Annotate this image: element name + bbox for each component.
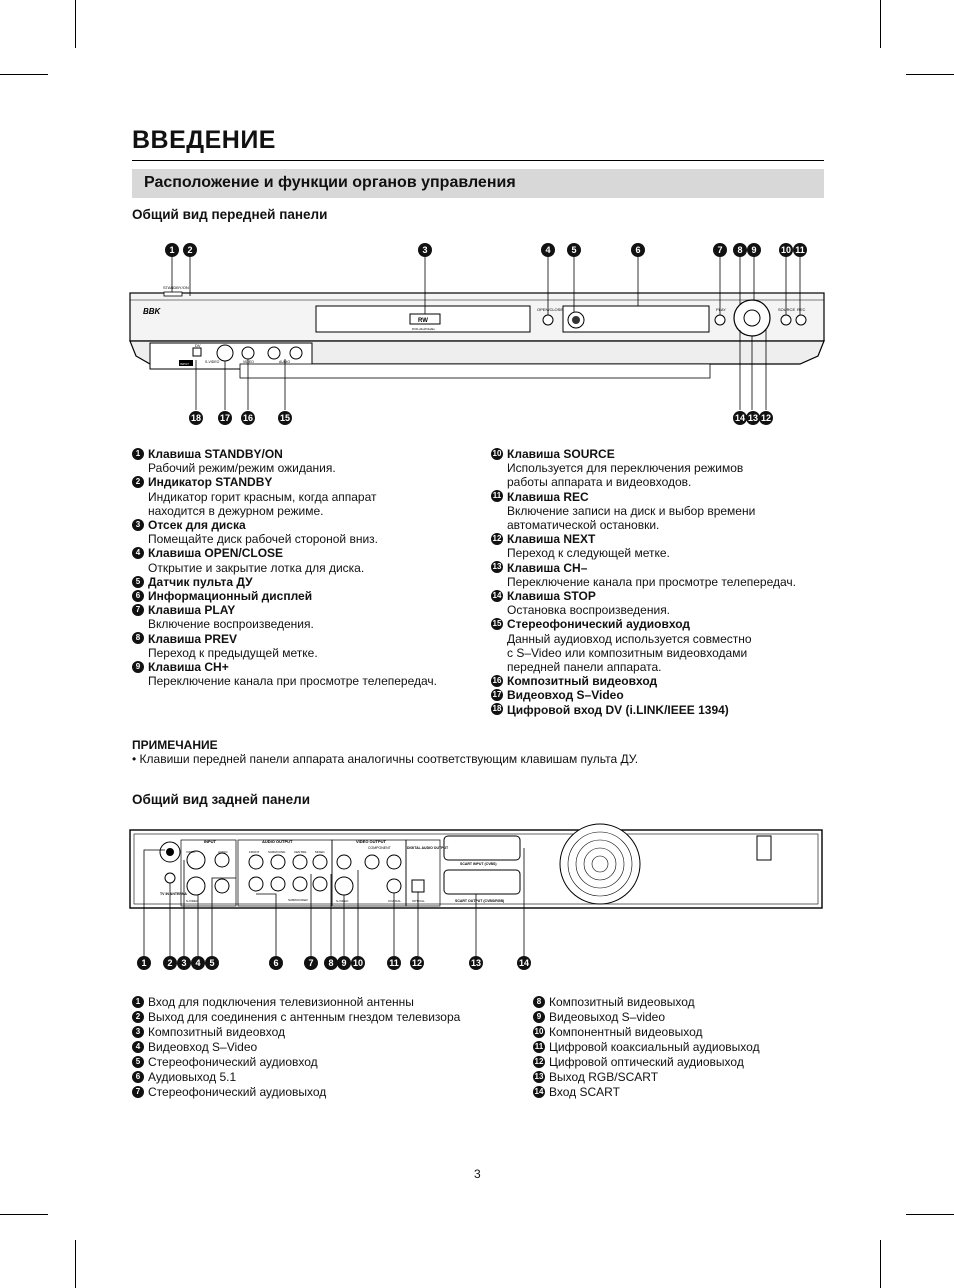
item-number: 14 [491,590,503,602]
item-title-text: Индикатор STANDBY [148,475,273,490]
item-title-text: Видеовход S–Video [507,688,624,703]
rear-callout-13: 13 [470,958,481,968]
page-title: ВВЕДЕНИЕ [132,126,276,154]
item-number: 17 [491,689,503,701]
item-title-text: Клавиша STANDBY/ON [148,447,283,461]
rear-callout-7: 7 [304,956,318,970]
rear-label-audio: AUDIO [218,850,228,854]
item-number: 14 [534,1087,544,1097]
item-number: 4 [132,1041,144,1053]
rear-callout-1: 1 [137,956,151,970]
rear-label-coaxial: COAXIAL [388,899,402,903]
item-number: 6 [132,590,144,602]
rear-label-subwoofer: SUBWOOFER [288,898,308,902]
front-item-desc: Помещайте диск рабочей стороной вниз. [148,532,378,547]
rear-label-centre: CENTRE [294,850,307,854]
rear-item-text: Композитный видеовход [148,1025,286,1039]
front-item-desc: с S–Video или композитным видеовходами [507,645,748,660]
front-item-desc: автоматической остановки. [507,518,660,533]
rear-item [533,1040,823,1055]
rear-callout-6: 6 [269,956,283,970]
rear-callout-8: 8 [324,956,338,970]
item-title-text: Композитный видеовход [507,674,658,689]
item-number: 15 [491,618,503,630]
note-title: ПРИМЕЧАНИЕ [132,738,218,752]
front-item-desc: Остановка воспроизведения. [507,603,671,618]
rear-label-audio-output: AUDIO OUTPUT [262,839,293,844]
front-item-desc: передней панели аппарата. [507,660,662,675]
item-number: 9 [132,661,144,673]
item-number: 1 [132,448,144,460]
callout-9: 9 [747,243,761,257]
rear-label-video-output: VIDEO OUTPUT [356,839,387,844]
item-title-text: Клавиша CH– [507,560,588,575]
item-number: 10 [491,448,503,460]
rear-callout-5: 5 [205,956,219,970]
callout-17: 17 [219,413,230,423]
device-label-svideo: S-VIDEO [205,360,220,364]
rear-label-input: INPUT [204,839,216,844]
device-label-audio: AUDIO [279,360,291,364]
rear-item-text: Компонентный видеовыход [549,1025,703,1039]
item-number: 7 [132,1086,144,1098]
item-number: 11 [534,1042,544,1052]
device-label-rw-sub: DVD+ReWritable [412,327,435,331]
item-number: 1 [132,996,144,1008]
rear-item [533,1055,823,1070]
rear-item [533,1085,823,1100]
front-item-desc: Используется для переключения режимов [507,461,744,476]
rear-item-text: Аудиовыход 5.1 [148,1070,237,1084]
item-number: 2 [132,1011,144,1023]
callout-8: 8 [733,243,747,257]
item-number: 3 [132,1026,144,1038]
rear-item [132,1040,522,1055]
item-number: 12 [491,533,503,545]
front-item-desc: находится в дежурном режиме. [148,503,324,518]
rear-label-svideo-out: S-VIDEO [336,899,349,903]
item-title-text: Клавиша REC [507,489,589,504]
rear-item-text: Выход для соединения с антенным гнездом телевизора [148,1010,461,1024]
item-title-text: Цифровой вход DV (i.LINK/IEEE 1394) [507,702,729,717]
rear-callout-14: 14 [518,958,529,968]
callout-12: 12 [760,413,771,423]
crop-mark [880,1240,881,1288]
front-item-desc: Рабочий режим/режим ожидания. [148,461,336,476]
device-label-source: SOURCE [778,307,796,312]
device-label-play: PLAY [716,307,726,312]
item-number: 12 [534,1057,544,1067]
item-title-text: Клавиша SOURCE [507,447,615,461]
rear-callout-3: 3 [177,956,191,970]
rear-item [132,1085,522,1100]
rear-label-component: COMPONENT [368,846,391,850]
callout-3: 3 [418,243,432,257]
rear-item-text: Видеовыход S–video [549,1010,666,1024]
device-label-standby: STANDBY/ON [163,285,189,290]
rear-items-left [132,995,522,1100]
item-number: 11 [491,490,503,502]
rear-callout-11: 11 [387,956,401,970]
rear-label-surround: SURROUND [268,850,286,854]
callout-5: 5 [567,243,581,257]
rear-callout-2: 2 [163,956,177,970]
rear-callout-9: 9 [337,956,351,970]
rear-label-scart-input: SCART INPUT (CVBS) [460,862,497,866]
rear-label-tv-antenna: TV IN ANTENNA [160,892,187,896]
item-number: 8 [132,632,144,644]
item-title-text: Информационный дисплей [148,589,313,604]
front-item-desc: Переключение канала при просмотре телепередач. [148,674,437,689]
rear-item [132,1070,522,1085]
rear-item-text: Вход SCART [549,1085,620,1099]
callout-15: 15 [279,413,290,423]
item-title-text: Клавиша STOP [507,589,596,604]
item-number: 7 [132,604,144,616]
callout-13: 13 [747,413,758,423]
crop-mark [75,1240,76,1288]
rear-item-text: Видеовход S–Video [148,1040,258,1054]
front-item-desc: Переход к предыдущей метке. [148,645,318,660]
rear-item [533,1070,823,1085]
rear-item [533,1025,823,1040]
rear-items-right [533,995,823,1100]
item-number: 13 [534,1072,544,1082]
callout-6: 6 [631,243,645,257]
page-number: 3 [474,1167,481,1181]
rear-item-text: Выход RGB/SCART [549,1070,659,1084]
callout-4: 4 [541,243,555,257]
item-title-text: Клавиша PLAY [148,603,236,618]
callout-7: 7 [713,243,727,257]
rear-item [533,995,823,1010]
rear-label-optical: OPTICAL [412,899,425,903]
crop-mark [0,1214,48,1215]
rear-item [533,1010,823,1025]
item-number: 6 [132,1071,144,1083]
item-title-text: Датчик пульта ДУ [148,574,253,589]
item-number: 10 [534,1027,544,1037]
device-label-dv: DV [195,343,201,348]
rear-item-text: Вход для подключения телевизионной антенны [148,995,414,1009]
rear-item [132,1010,522,1025]
rear-label-front: FRONT [249,850,260,854]
item-title-text: Отсек для диска [148,518,246,533]
callout-11: 11 [793,243,807,257]
rear-label-video: VIDEO [186,850,196,854]
rear-item [132,995,522,1010]
item-title-text: Стереофонический аудиовход [507,617,691,632]
rear-item-text: Композитный видеовыход [549,995,695,1009]
device-label-brand: BBK [143,307,161,316]
rear-label-mixed: MIXED [315,850,325,854]
rear-label-svideo-in: S-VIDEO [186,899,199,903]
item-number: 5 [132,1056,144,1068]
front-item-desc: Включение воспроизведения. [148,617,314,632]
callout-14: 14 [734,413,745,423]
rear-item-text: Стереофонический аудиовыход [148,1085,327,1099]
item-number: 5 [132,576,144,588]
rear-panel-subtitle: Общий вид задней панели [132,792,311,807]
front-item-desc: Переход к следующей метке. [507,546,670,561]
rear-label-scart-output: SCART OUTPUT (CVBS/RGB) [455,899,505,903]
device-label-rec: REC [797,307,806,312]
rear-item [132,1055,522,1070]
item-title-text: Клавиша CH+ [148,660,229,675]
front-item-desc: Открытие и закрытие лотка для диска. [148,560,365,575]
item-title-text: Клавиша NEXT [507,532,596,547]
device-label-input: INPUT [180,362,189,366]
section-title: Расположение и функции органов управления [144,174,516,191]
item-number: 18 [491,703,503,715]
front-item-desc: работы аппарата и видеовходов. [507,475,692,490]
item-number: 16 [491,675,503,687]
front-item-desc: Переключение канала при просмотре телепередач. [507,574,796,589]
rear-item-text: Цифровой оптический аудиовыход [549,1055,744,1069]
rear-callout-10: 10 [352,958,363,968]
device-label-rw: RW [418,318,428,324]
note-text: • Клавиши передней панели аппарата аналогичны соответствующим клавишам пульта ДУ. [132,752,639,766]
item-number: 8 [533,996,545,1008]
rear-item [132,1025,522,1040]
item-number: 2 [132,476,144,488]
item-title-text: Клавиша PREV [148,631,238,646]
item-title-text: Клавиша OPEN/CLOSE [148,546,284,561]
device-label-video: VIDEO [243,360,254,364]
callout-2: 2 [183,243,197,257]
callout-1: 1 [165,243,179,257]
item-number: 9 [533,1011,545,1023]
device-label-open-close: OPEN/CLOSE [537,307,564,312]
rear-callout-4: 4 [191,956,205,970]
rear-item-text: Цифровой коаксиальный аудиовыход [549,1040,760,1054]
callout-18: 18 [190,413,201,423]
rear-label-digital: DIGITAL AUDIO OUTPUT [407,846,449,850]
front-panel-subtitle: Общий вид передней панели [132,207,328,222]
rear-callout-12: 12 [411,958,422,968]
callout-16: 16 [242,413,253,423]
item-number: 3 [132,519,144,531]
front-item-desc: Индикатор горит красным, когда аппарат [148,489,377,504]
front-item-desc: Включение записи на диск и выбор времени [507,503,756,518]
front-item-desc: Данный аудиовход используется совместно [507,631,752,646]
crop-mark [906,1214,954,1215]
rear-item-text: Стереофонический аудиовход [148,1055,318,1069]
callout-10: 10 [780,245,791,255]
item-number: 13 [491,561,503,573]
item-number: 4 [132,547,144,559]
